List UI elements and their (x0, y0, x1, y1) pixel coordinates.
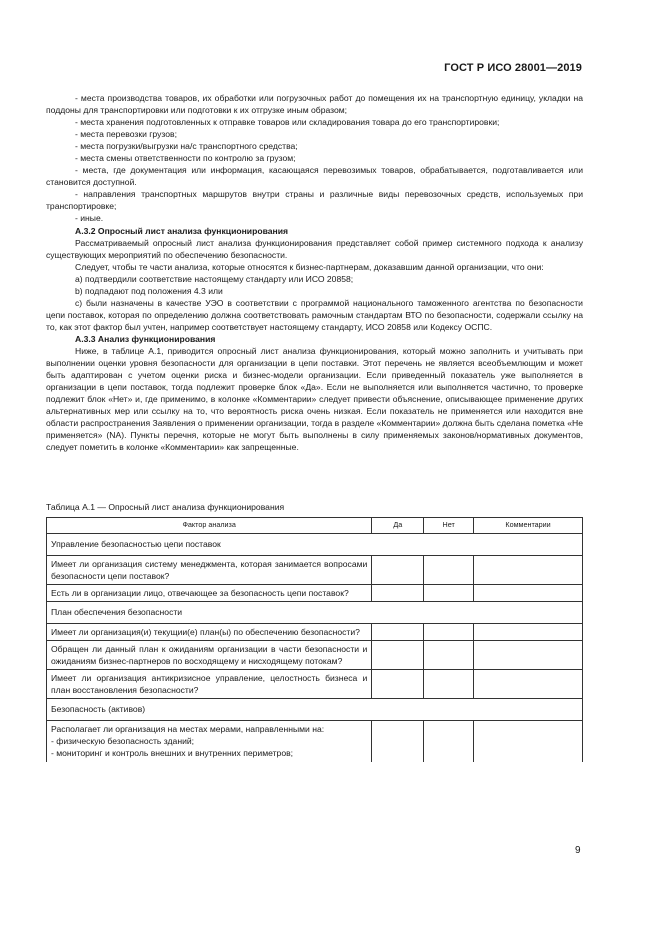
question-cell (47, 721, 372, 762)
paragraph: Рассматриваемый опросный лист анализа функционирования представляет собой пример системного подхода к анализу существующих мероприятий по обеспечению безопасности. (46, 237, 583, 260)
table-row (47, 641, 583, 670)
list-item: c) были назначены в качестве УЭО в соответствии с программой национального таможенного агентства по безопасности цепи поставок, которая по определению должна соответствовать рамочным стандартам ВТО по безопасности, содержали ссылку на то, как этот фактор был учтен, например соответствует настоящему стандарту, ИСО 20858 или Кодексу ОСПС. (46, 297, 583, 332)
header-factor: Фактор анализа (47, 518, 372, 534)
list-item: a) подтвердили соответствие настоящему стандарту или ИСО 20858; (75, 273, 354, 284)
yes-cell (372, 585, 424, 602)
no-cell (424, 721, 474, 762)
no-cell (424, 556, 474, 585)
list-item: - места погрузки/выгрузки на/с транспортного средства; (75, 141, 298, 152)
question-line: - мониторинг и контроль внешних и внутренних периметров; (51, 748, 294, 759)
list-item: - места хранения подготовленных к отправке товаров или складирования товара до его транспортировки; (75, 117, 500, 128)
page-number: 9 (575, 845, 581, 856)
comments-cell (474, 556, 583, 585)
table-section-row (47, 534, 583, 556)
table-section-row (47, 699, 583, 721)
question-line: Располагает ли организация на местах мерами, направленными на: (51, 724, 325, 735)
analysis-table (46, 517, 583, 762)
comments-cell (474, 585, 583, 602)
list-item: - места перевозки грузов; (75, 129, 177, 140)
document-header: ГОСТ Р ИСО 28001—2019 (444, 62, 582, 74)
no-cell (424, 670, 474, 699)
document-body (46, 92, 583, 453)
question-cell: Имеет ли организация систему менеджмента, которая занимается вопросами безопасности цепи поставок? (47, 556, 372, 585)
yes-cell (372, 670, 424, 699)
paragraph: Ниже, в таблице А.1, приводится опросный лист анализа функционирования, который можно заполнить и учитывать при выполнении оценки уровня безопасности для организации в цепи поставки. Этот перечень не является всеобъемлющим и может быть адаптирован с учетом оценки риска и бизнес-модели организации. Если приведенный показатель уже выполняется в организации в цепи поставок, тогда подлежит проверке блок «Да». Если не выполняется или выполняется частично, то проверке подлежит блок «Нет» и, где применимо, в колонке «Комментарии» следует привести объяснение, описывающее применение других альтернативных мер или ссылку на то, что вероятность риска очень низкая. Если показатель не применяется или находится вне области распространения Заявления о применении организации, тогда в разделе «Комментарии» должна быть сделана пометка «Не применяется» (NA). Пункты перечня, которые не могут быть выполнены в силу применяемых законов/нормативных документов, следует пометить в колонке «Комментарии» как запрещенные. (46, 345, 583, 453)
paragraph: Следует, чтобы те части анализа, которые относятся к бизнес-партнерам, доказавшим данной организации, что они: (75, 261, 544, 272)
section-heading-a33: А.3.3 Анализ функционирования (75, 333, 216, 344)
question-cell: Обращен ли данный план к ожиданиям организации в части безопасности и ожиданиям бизнес-партнеров по восходящему и нисходящему потокам? (47, 641, 372, 670)
question-cell: Есть ли в организации лицо, отвечающее за безопасность цепи поставок? (47, 585, 372, 602)
list-item: - иные. (75, 213, 104, 224)
yes-cell (372, 556, 424, 585)
yes-cell (372, 641, 424, 670)
question-cell: Имеет ли организация(и) текущии(е) план(ы) по обеспечению безопасности? (47, 624, 372, 641)
comments-cell (474, 641, 583, 670)
list-item: - направления транспортных маршрутов внутри страны и различные виды перевозочных средств, используемых при транспортировке; (46, 189, 583, 212)
comments-cell (474, 721, 583, 762)
header-comments: Комментарии (474, 518, 583, 534)
list-item: - места, где документация или информация, касающаяся перевозимых товаров, обрабатывается, подготавливается или становится доступной. (46, 165, 583, 188)
table-row (47, 556, 583, 585)
list-item: b) подпадают под положения 4.3 или (75, 285, 223, 296)
list-item: - места смены ответственности по контролю за грузом; (75, 153, 296, 164)
table-caption: Таблица А.1 — Опросный лист анализа функционирования (46, 502, 285, 512)
no-cell (424, 641, 474, 670)
section-cell: Безопасность (активов) (47, 699, 583, 721)
header-no: Нет (424, 518, 474, 534)
table-row (47, 624, 583, 641)
question-line: - физическую безопасность зданий; (51, 736, 195, 747)
table-row (47, 585, 583, 602)
table-section-row (47, 602, 583, 624)
section-heading-a32: А.3.2 Опросный лист анализа функционирования (75, 225, 289, 236)
no-cell (424, 624, 474, 641)
question-cell: Имеет ли организация антикризисное управление, целостность бизнеса и план восстановления безопасности? (47, 670, 372, 699)
comments-cell (474, 624, 583, 641)
section-cell: Управление безопасностью цепи поставок (47, 534, 583, 556)
table-row (47, 721, 583, 762)
section-cell: План обеспечения безопасности (47, 602, 583, 624)
table-row (47, 670, 583, 699)
yes-cell (372, 624, 424, 641)
no-cell (424, 585, 474, 602)
list-item: - места производства товаров, их обработки или погрузочных работ до помещения их на транспортную единицу, укладки на поддоны для транспортировки или подготовки к их отгрузке иным образом; (46, 93, 583, 116)
table-header-row (47, 518, 583, 534)
yes-cell (372, 721, 424, 762)
comments-cell (474, 670, 583, 699)
header-yes: Да (372, 518, 424, 534)
